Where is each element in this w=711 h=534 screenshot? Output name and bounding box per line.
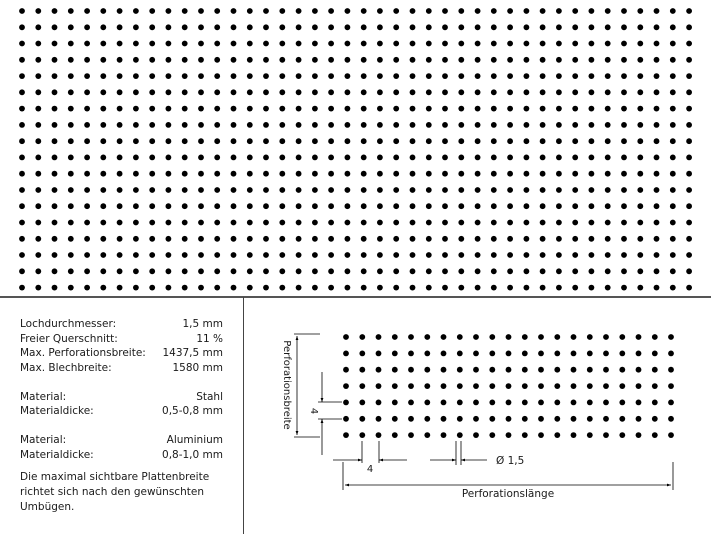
spec-value: 11 % — [196, 332, 223, 345]
length-dimension-label: Perforationslänge — [461, 488, 555, 500]
spec-note: Die maximal sichtbare Plattenbreite richtet sich nach den gewünschten Umbügen. — [20, 471, 210, 513]
spec-value: 0,8-1,0 mm — [162, 448, 223, 461]
spec-label: Materialdicke: — [20, 448, 94, 461]
spec-label: Max. Blechbreite: — [20, 361, 112, 374]
hole-diameter-dimension — [430, 441, 487, 465]
horizontal-pitch-dimension — [333, 441, 407, 463]
spec-value: Stahl — [196, 390, 223, 403]
spec-label: Freier Querschnitt: — [20, 332, 118, 345]
spec-max-perforation-width — [20, 346, 223, 361]
horizontal-pitch-label: 4 — [366, 464, 374, 475]
spec-value: 0,5-0,8 mm — [162, 405, 223, 417]
spec-open-area — [20, 332, 223, 347]
spec-hole-diameter — [20, 317, 223, 332]
spec-label: Lochdurchmesser: — [20, 318, 117, 330]
spec-label: Max. Perforationsbreite: — [20, 347, 146, 359]
spec-max-sheet-width — [20, 361, 223, 376]
width-dimension-label: Perforationsbreite — [281, 340, 292, 430]
hole-diameter-label: Ø 1,5 — [496, 455, 525, 467]
technical-diagram — [244, 298, 711, 534]
spec-thickness-steel — [20, 404, 223, 419]
vertical-pitch-label: 4 — [308, 407, 319, 415]
diagram-hole-grid — [343, 334, 674, 438]
spec-label: Material: — [20, 390, 67, 403]
spec-thickness-aluminium — [20, 448, 223, 463]
spec-value: 1,5 mm — [182, 318, 223, 330]
spec-material-steel — [20, 390, 223, 405]
vertical-pitch-dimension — [318, 372, 342, 455]
spec-material-aluminium — [20, 433, 223, 448]
spec-value: 1437,5 mm — [162, 347, 223, 359]
specifications-panel — [20, 317, 223, 515]
spec-value: Aluminium — [166, 434, 223, 446]
spec-label: Material: — [20, 434, 67, 446]
width-dimension — [294, 334, 320, 437]
spec-value: 1580 mm — [172, 361, 223, 374]
spec-label: Materialdicke: — [20, 405, 94, 417]
